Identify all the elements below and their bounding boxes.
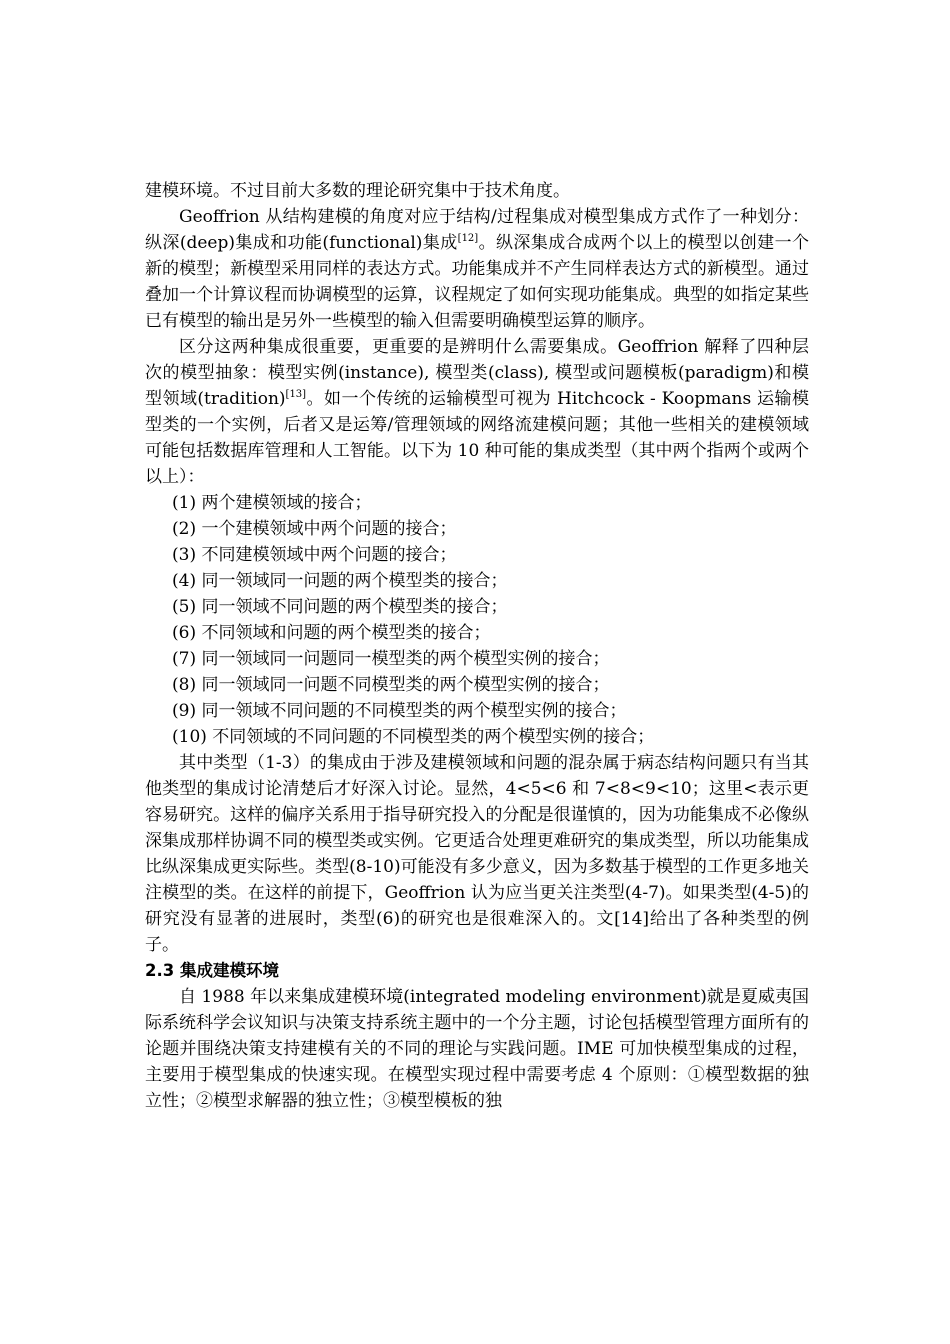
- citation-12: [12]: [457, 233, 479, 244]
- list-item: (7) 同一领域同一问题同一模型类的两个模型实例的接合；: [172, 649, 610, 669]
- list-item: (10) 不同领域的不同问题的不同模型类的两个模型实例的接合；: [172, 727, 655, 747]
- paragraph-text: 。如一个传统的运输模型可视为 Hitchcock - Koopmans 运输模型类的一个实例，后者又是运筹/管理领域的网络流建模问题；其他一些相关的建模领域可能包括数据库管理和人工智能。以下为 10 种可能的集成类型（其中两个指两个或两个以上）：: [145, 389, 809, 487]
- paragraph-continuation: 建模环境。不过目前大多数的理论研究集中于技术角度。: [145, 181, 570, 201]
- integration-type-list: [145, 490, 809, 750]
- paragraph-text: 区分这两种集成很重要，更重要的是辨明什么需要集成。Geoffrion 解释了四种层次的模型抽象：模型实例(instance), 模型类(class), 模型或问题模板(paradigm)和模型领域(tradition): [145, 337, 809, 409]
- list-item: (4) 同一领域同一问题的两个模型类的接合；: [172, 571, 508, 591]
- paragraph-text: Geoffrion 从结构建模的角度对应于结构/过程集成对模型集成方式作了一种划分：纵深(deep)集成和功能(functional)集成: [145, 207, 809, 253]
- list-item: (5) 同一领域不同问题的两个模型类的接合；: [172, 597, 508, 617]
- paragraph-partial-order: 其中类型（1-3）的集成由于涉及建模领域和问题的混杂属于病态结构问题只有当其他类型的集成讨论清楚后才好深入讨论。显然，4<5<6 和 7<8<9<10；这里<表示更容易研究。这样的偏序关系用于指导研究投入的分配是很谨慎的，因为功能集成不必像纵深集成那样协调不同的模型类或实例。它更适合处理更难研究的集成类型，所以功能集成比纵深集成更实际些。类型(8-10)可能没有多少意义，因为多数基于模型的工作更多地关注模型的类。在这样的前提下，Geoffrion 认为应当更关注类型(4-7)。如果类型(4-5)的研究没有显著的进展时，类型(6)的研究也是很难深入的。文[14]给出了各种类型的例子。: [145, 753, 809, 955]
- section-heading: 2.3 集成建模环境: [145, 961, 279, 980]
- paragraph-text: 。纵深集成合成两个以上的模型以创建一个新的模型；新模型采用同样的表达方式。功能集成并不产生同样表达方式的新模型。通过叠加一个计算议程而协调模型的运算，议程规定了如何实现功能集成。典型的如指定某些已有模型的输出是另外一些模型的输入但需要明确模型运算的顺序。: [145, 233, 810, 331]
- citation-13: [13]: [285, 389, 307, 400]
- paragraph-ime: 自 1988 年以来集成建模环境(integrated modeling environment)就是夏威夷国际系统科学会议知识与决策支持系统主题中的一个分主题，讨论包括模型管理方面所有的论题并围绕决策支持建模有关的不同的理论与实践问题。IME 可加快模型集成的过程，主要用于模型集成的快速实现。在模型实现过程中需要考虑 4 个原则：①模型数据的独立性；②模型求解器的独立性；③模型模板的独: [145, 987, 809, 1111]
- list-item: (6) 不同领域和问题的两个模型类的接合；: [172, 623, 491, 643]
- paragraph-abstraction-levels: [145, 334, 809, 490]
- list-item: (8) 同一领域同一问题不同模型类的两个模型实例的接合；: [172, 675, 610, 695]
- list-item: (1) 两个建模领域的接合；: [172, 493, 372, 513]
- list-item: (2) 一个建模领域中两个问题的接合；: [172, 519, 457, 539]
- paragraph-deep-functional: [145, 204, 809, 334]
- list-item: (9) 同一领域不同问题的不同模型类的两个模型实例的接合；: [172, 701, 627, 721]
- body-text: [145, 178, 809, 1114]
- list-item: (3) 不同建模领域中两个问题的接合；: [172, 545, 457, 565]
